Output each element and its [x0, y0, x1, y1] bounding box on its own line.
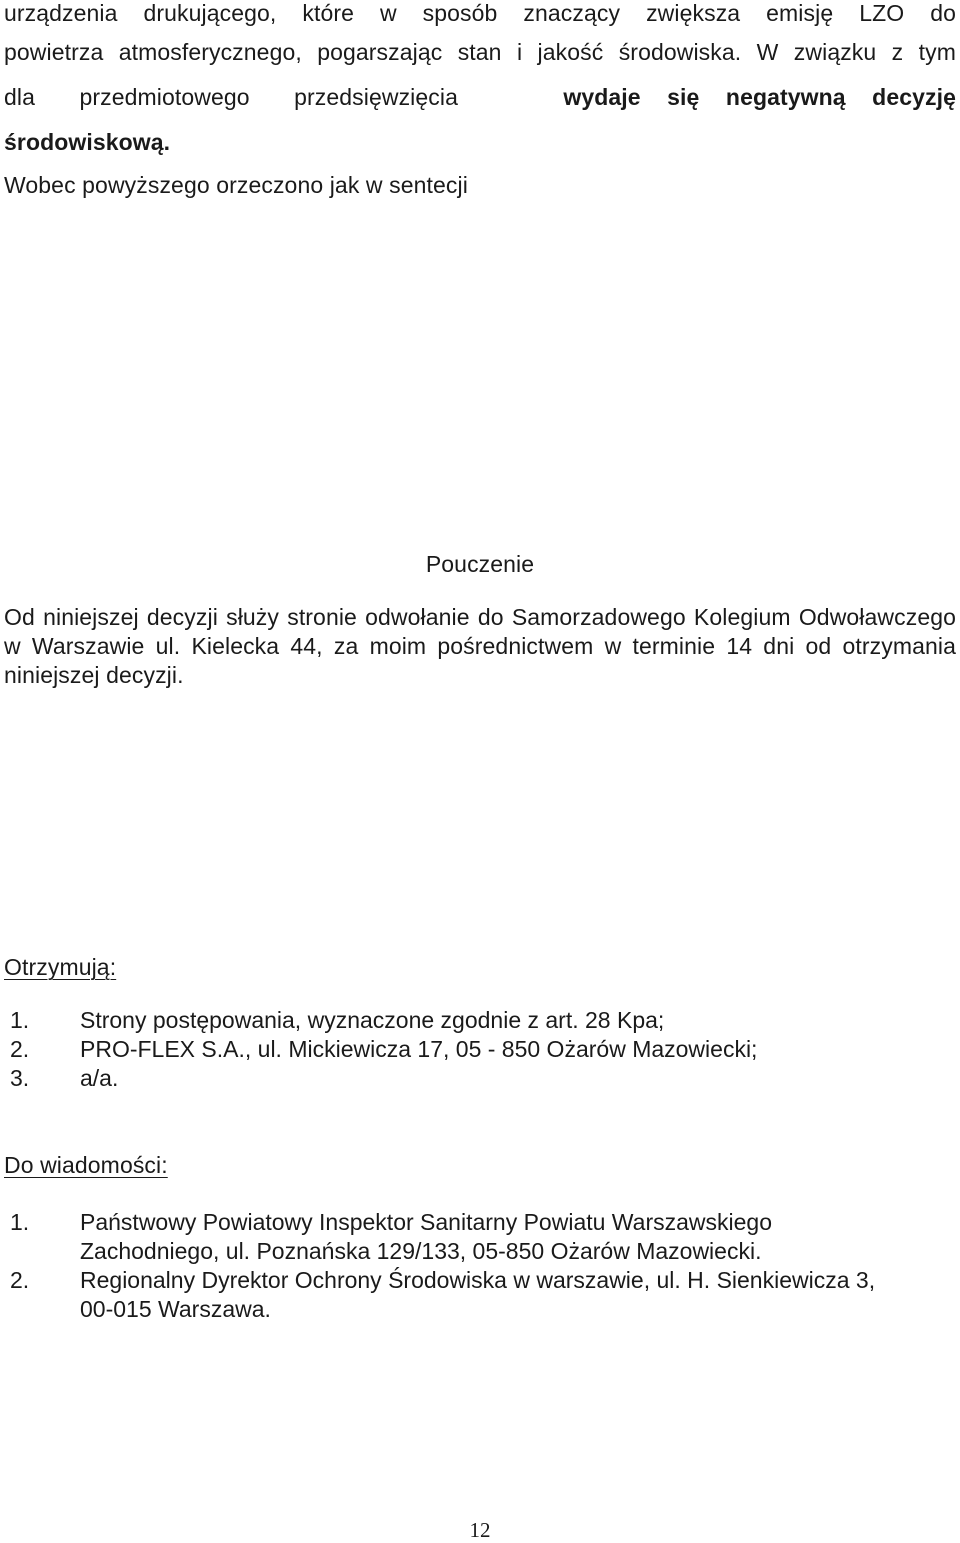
list-item-number: 1. — [10, 1007, 30, 1033]
list-item-text: Strony postępowania, wyznaczone zgodnie z art. 28 Kpa; — [80, 1007, 665, 1033]
intro-line-4-bold: środowiskową. — [4, 129, 171, 155]
instruction-line-3: niniejszej decyzji. — [4, 662, 184, 688]
instruction-heading: Pouczenie — [425, 551, 535, 577]
intro-line-1: urządzenia drukującego, które w sposób znaczący zwiększa emisję LZO do — [4, 0, 956, 26]
for-information-heading: Do wiadomości: — [4, 1152, 168, 1178]
intro-line-4 — [4, 129, 170, 156]
intro-line-2: powietrza atmosferycznego, pogarszając stan i jakość środowiska. W związku z tym — [4, 39, 956, 65]
intro-line-3-bold: wydaje się negatywną decyzję — [563, 84, 956, 110]
instruction-line-2: w Warszawie ul. Kielecka 44, za moim pośrednictwem w terminie 14 dni od otrzymania — [4, 633, 956, 659]
list-item-number: 2. — [10, 1267, 30, 1293]
conclusion-text: Wobec powyższego orzeczono jak w sentecji — [4, 172, 468, 198]
list-item-text-line-2: Zachodniego, ul. Poznańska 129/133, 05-850 Ożarów Mazowiecki. — [80, 1238, 762, 1264]
page-number: 12 — [469, 1518, 491, 1542]
list-item-number: 1. — [10, 1209, 30, 1235]
instruction-line-1: Od niniejszej decyzji służy stronie odwołanie do Samorzadowego Kolegium Odwoławczego — [4, 604, 956, 630]
list-item-number: 2. — [10, 1036, 30, 1062]
list-item-text: a/a. — [80, 1065, 119, 1091]
list-item-text: PRO-FLEX S.A., ul. Mickiewicza 17, 05 - 850 Ożarów Mazowiecki; — [80, 1036, 758, 1062]
intro-line-3-start: dla przedmiotowego przedsięwzięcia — [4, 84, 458, 110]
list-item-text-line-1: Regionalny Dyrektor Ochrony Środowiska w warszawie, ul. H. Sienkiewicza 3, — [80, 1267, 876, 1293]
intro-line-3 — [4, 84, 956, 111]
list-item-text-line-1: Państwowy Powiatowy Inspektor Sanitarny Powiatu Warszawskiego — [80, 1209, 772, 1235]
list-item-number: 3. — [10, 1065, 30, 1091]
list-item-text-line-2: 00-015 Warszawa. — [80, 1296, 271, 1322]
recipients-heading: Otrzymują: — [4, 954, 117, 980]
